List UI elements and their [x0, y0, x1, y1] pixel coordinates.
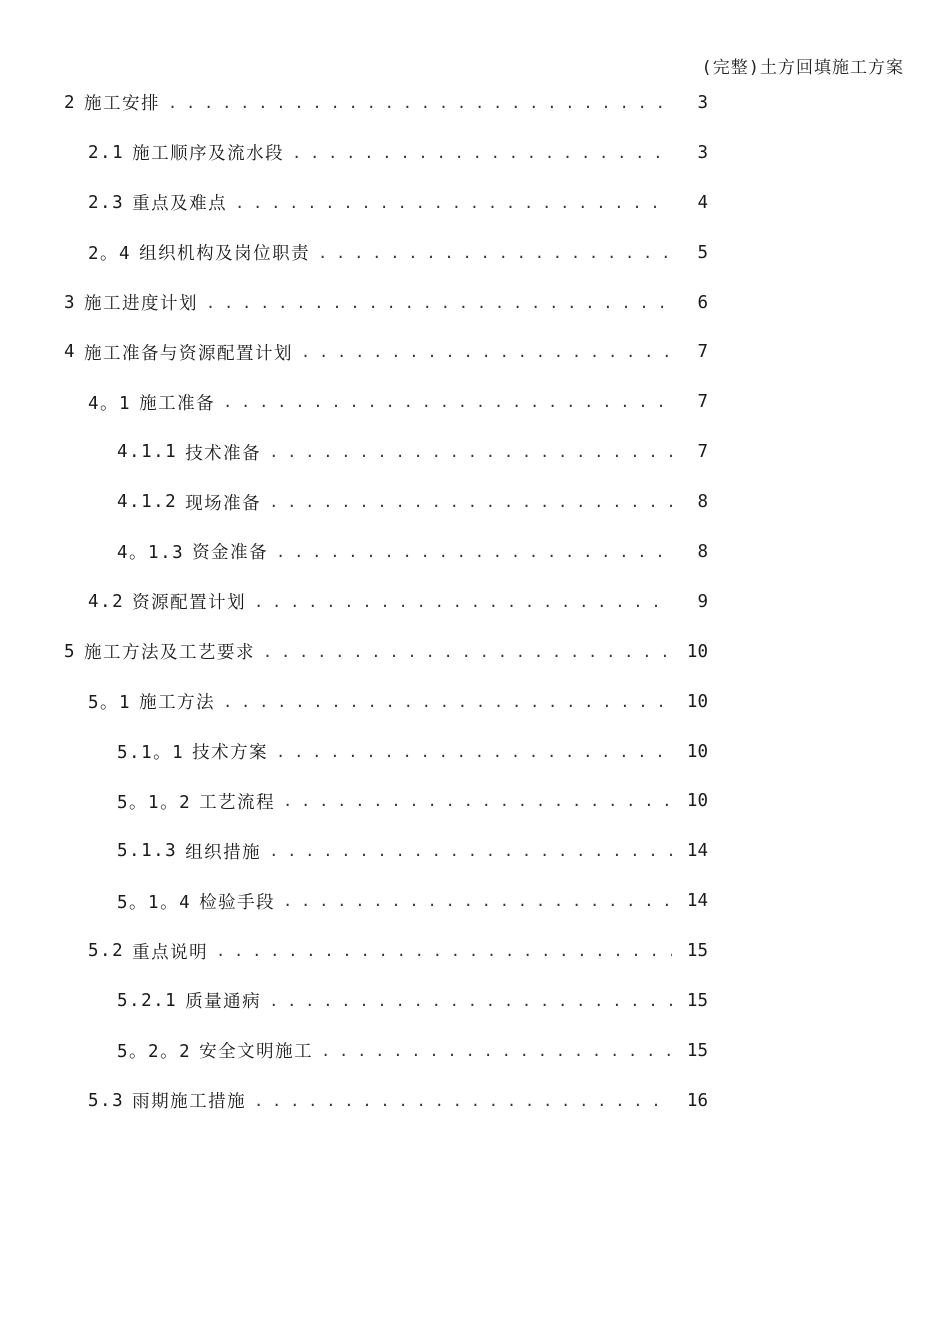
- toc-entry-title: 组织措施: [185, 842, 262, 863]
- toc-entry-title: 组织机构及岗位职责: [139, 244, 311, 265]
- toc-entry[interactable]: [0, 1076, 950, 1126]
- toc-dot-leader: [292, 142, 672, 164]
- toc-entry-number: 2: [64, 92, 77, 113]
- toc-entry-number: 4: [64, 342, 77, 363]
- toc-entry-title: 资源配置计划: [132, 593, 247, 614]
- toc-entry[interactable]: [0, 78, 950, 128]
- toc-dot-leader: [318, 242, 672, 264]
- toc-entry-title: 施工方法及工艺要求: [84, 643, 256, 664]
- toc-entry-number: 5: [64, 641, 77, 662]
- toc-entry[interactable]: [0, 128, 950, 178]
- toc-entry[interactable]: [0, 1026, 950, 1076]
- toc-entry-page-number: 15: [686, 990, 708, 1011]
- toc-dot-leader: [235, 192, 672, 214]
- toc-entry[interactable]: [0, 377, 950, 427]
- toc-entry-page-number: 7: [697, 392, 708, 413]
- toc-entry[interactable]: [0, 477, 950, 527]
- toc-entry-number: 4.1.1: [117, 442, 178, 463]
- toc-entry-page-number: 8: [697, 492, 708, 513]
- toc-entry-page-number: 7: [697, 342, 708, 363]
- toc-entry-number: 3: [64, 292, 77, 313]
- toc-entry-title: 技术准备: [185, 443, 262, 464]
- toc-entry[interactable]: [0, 178, 950, 228]
- toc-entry-number: 4.2: [88, 591, 125, 612]
- toc-entry-page-number: 3: [697, 92, 708, 113]
- toc-dot-leader: [206, 292, 672, 314]
- toc-entry-title: 施工准备: [139, 393, 216, 414]
- toc-entry-page-number: 15: [686, 941, 708, 962]
- toc-entry-title: 重点说明: [132, 942, 209, 963]
- toc-entry-page-number: 9: [697, 591, 708, 612]
- table-of-contents: [0, 78, 950, 1126]
- toc-entry-number: 4。1: [88, 393, 132, 414]
- toc-entry-number: 5.2.1: [117, 990, 178, 1011]
- toc-entry[interactable]: [0, 527, 950, 577]
- toc-entry-page-number: 10: [686, 691, 708, 712]
- toc-entry-page-number: 14: [686, 891, 708, 912]
- toc-dot-leader: [223, 391, 672, 413]
- toc-entry[interactable]: [0, 627, 950, 677]
- toc-entry-title: 重点及难点: [132, 194, 228, 215]
- toc-dot-leader: [269, 441, 672, 463]
- toc-dot-leader: [283, 790, 672, 812]
- toc-entry[interactable]: [0, 577, 950, 627]
- toc-entry[interactable]: [0, 926, 950, 976]
- toc-dot-leader: [223, 691, 672, 713]
- toc-dot-leader: [254, 1090, 672, 1112]
- toc-entry-number: 5.2: [88, 941, 125, 962]
- toc-entry-page-number: 4: [697, 192, 708, 213]
- toc-entry-page-number: 8: [697, 541, 708, 562]
- toc-entry-title: 施工进度计划: [84, 294, 199, 314]
- toc-dot-leader: [216, 940, 672, 962]
- toc-entry[interactable]: [0, 677, 950, 727]
- toc-entry[interactable]: [0, 427, 950, 477]
- toc-entry-title: 工艺流程: [199, 792, 276, 813]
- toc-entry-title: 质量通病: [185, 992, 262, 1013]
- toc-dot-leader: [263, 641, 672, 663]
- toc-dot-leader: [301, 341, 672, 363]
- toc-entry-number: 2.3: [88, 192, 125, 213]
- toc-entry-title: 施工方法: [139, 693, 216, 714]
- toc-dot-leader: [254, 591, 672, 613]
- toc-entry-title: 施工安排: [84, 94, 161, 115]
- toc-dot-leader: [321, 1040, 672, 1062]
- toc-entry-title: 技术方案: [192, 743, 269, 764]
- toc-entry-title: 雨期施工措施: [132, 1092, 247, 1113]
- toc-dot-leader: [269, 491, 672, 513]
- toc-dot-leader: [283, 890, 672, 912]
- running-header: (完整)土方回填施工方案: [701, 58, 904, 78]
- toc-entry-number: 2.1: [88, 142, 125, 163]
- toc-entry-title: 资金准备: [192, 543, 269, 564]
- toc-entry-page-number: 15: [686, 1040, 708, 1061]
- toc-entry[interactable]: [0, 228, 950, 278]
- toc-entry-page-number: 3: [697, 142, 708, 163]
- toc-entry-number: 5。2。2: [117, 1042, 192, 1063]
- toc-entry[interactable]: [0, 876, 950, 926]
- toc-entry-page-number: 16: [686, 1090, 708, 1111]
- toc-dot-leader: [276, 741, 672, 763]
- toc-entry[interactable]: [0, 727, 950, 777]
- toc-entry[interactable]: [0, 826, 950, 876]
- toc-entry[interactable]: [0, 776, 950, 826]
- toc-entry-title: 现场准备: [185, 493, 262, 514]
- toc-entry-page-number: 6: [697, 292, 708, 313]
- toc-entry-title: 施工顺序及流水段: [132, 144, 285, 165]
- toc-entry-number: 4。1.3: [117, 543, 185, 564]
- toc-entry-title: 施工准备与资源配置计划: [84, 343, 294, 364]
- toc-entry-number: 5.1。1: [117, 743, 185, 764]
- toc-dot-leader: [168, 92, 672, 114]
- toc-entry[interactable]: [0, 327, 950, 377]
- toc-entry-number: 5。1。4: [117, 892, 192, 913]
- toc-entry-number: 4.1.2: [117, 492, 178, 513]
- toc-dot-leader: [269, 840, 672, 862]
- toc-dot-leader: [276, 541, 672, 563]
- toc-entry[interactable]: [0, 976, 950, 1026]
- toc-entry-page-number: 10: [686, 791, 708, 812]
- toc-entry-page-number: 14: [686, 841, 708, 862]
- toc-entry-number: 5.3: [88, 1090, 125, 1111]
- toc-entry-page-number: 10: [686, 741, 708, 762]
- toc-entry-page-number: 7: [697, 442, 708, 463]
- toc-entry-title: 安全文明施工: [199, 1042, 314, 1063]
- toc-entry-title: 检验手段: [199, 892, 276, 913]
- toc-entry-number: 5。1。2: [117, 792, 192, 813]
- toc-entry-number: 5。1: [88, 693, 132, 714]
- toc-entry-number: 5.1.3: [117, 841, 178, 862]
- toc-entry-page-number: 10: [686, 641, 708, 662]
- toc-entry[interactable]: [0, 278, 950, 328]
- toc-entry-number: 2。4: [88, 244, 132, 265]
- toc-entry-page-number: 5: [697, 242, 708, 263]
- toc-dot-leader: [269, 990, 672, 1012]
